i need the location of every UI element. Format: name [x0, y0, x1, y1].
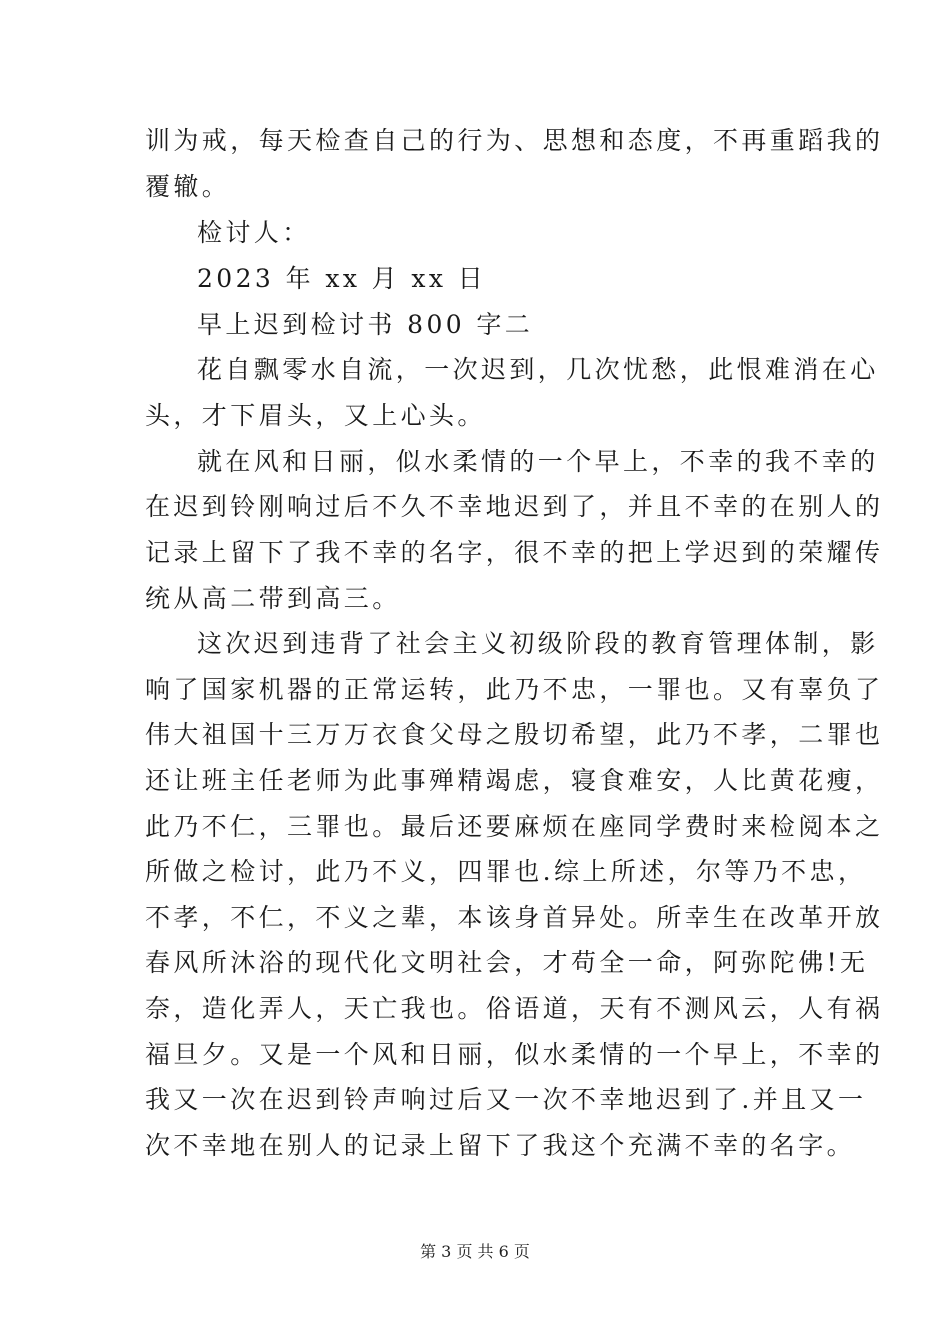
- text-line: 奈，造化弄人，天亡我也。俗语道，天有不测风云，人有祸: [145, 994, 884, 1023]
- text-line: 此乃不仁，三罪也。最后还要麻烦在座同学费时来检阅本之: [145, 812, 884, 841]
- text-line: 花自飘零水自流，一次迟到，几次忧愁，此恨难消在心: [197, 355, 879, 384]
- text-line: 头，才下眉头，又上心头。: [145, 401, 486, 430]
- text-line: 统从高二带到高三。: [145, 584, 401, 613]
- date-line: 2023 年 xx 月 xx 日: [197, 264, 487, 293]
- text-line: 响了国家机器的正常运转，此乃不忠，一罪也。又有辜负了: [145, 675, 884, 704]
- text-line: 次不幸地在别人的记录上留下了我这个充满不幸的名字。: [145, 1131, 856, 1160]
- text-line: 就在风和日丽，似水柔情的一个早上，不幸的我不幸的: [197, 447, 879, 476]
- text-line: 伟大祖国十三万万衣食父母之殷切希望，此乃不孝，二罪也: [145, 720, 884, 749]
- signature-label: 检讨人：: [197, 218, 311, 247]
- text-line: 春风所沐浴的现代化文明社会，才苟全一命，阿弥陀佛!无: [145, 948, 869, 977]
- section-title: 早上迟到检讨书 800 字二: [197, 310, 534, 339]
- text-line: 这次迟到违背了社会主义初级阶段的教育管理体制，影: [197, 629, 879, 658]
- text-line: 训为戒，每天检查自己的行为、思想和态度，不再重蹈我的: [145, 126, 884, 155]
- text-line: 我又一次在迟到铃声响过后又一次不幸地迟到了.并且又一: [145, 1085, 867, 1114]
- text-line: 不孝，不仁，不义之辈，本该身首异处。所幸生在改革开放: [145, 903, 884, 932]
- text-line: 还让班主任老师为此事殚精竭虑，寝食难安，人比黄花瘦，: [145, 766, 884, 795]
- text-line: 在迟到铃刚响过后不久不幸地迟到了，并且不幸的在别人的: [145, 492, 884, 521]
- page-number-footer: 第 3 页 共 6 页: [420, 1242, 530, 1261]
- text-line: 所做之检讨，此乃不义，四罪也.综上所述，尔等乃不忠，: [145, 857, 867, 886]
- text-line: 福旦夕。又是一个风和日丽，似水柔情的一个早上，不幸的: [145, 1040, 884, 1069]
- text-line: 覆辙。: [145, 172, 231, 201]
- text-line: 记录上留下了我不幸的名字，很不幸的把上学迟到的荣耀传: [145, 538, 884, 567]
